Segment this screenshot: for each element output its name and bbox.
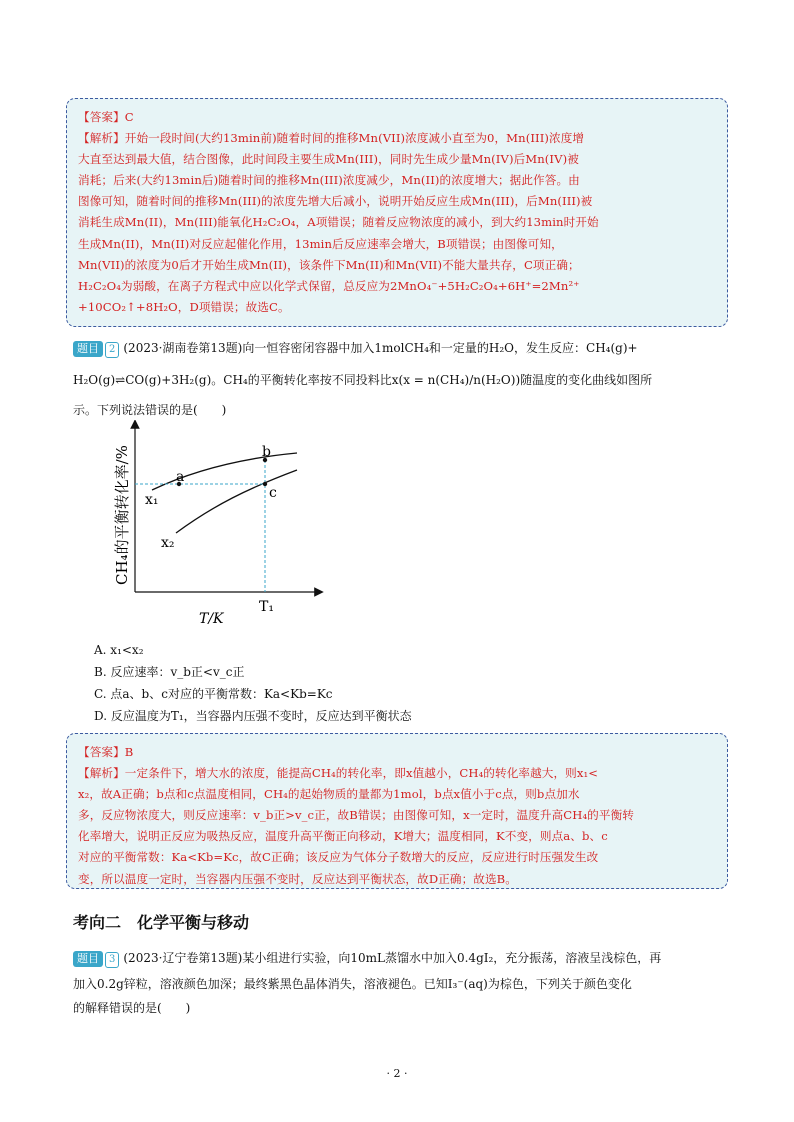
analysis-line: 生成Mn(II)，Mn(II)对反应起催化作用，13min后反应速率会增大，B项错误；由图像可知，	[78, 236, 563, 251]
label-t1: T₁	[259, 599, 274, 615]
analysis-line: 【解析】开始一段时间(大约13min前)随着时间的推移Mn(VII)浓度减小直至为0，Mn(III)浓度增	[78, 131, 585, 146]
question-2-line-3: 示。下列说法错误的是( )	[73, 403, 227, 417]
answer-box-2	[66, 733, 728, 889]
answer-box-1	[66, 98, 728, 327]
question-number: 2	[105, 342, 119, 358]
analysis-line: 对应的平衡常数：Ka<Kb=Kc，故C正确；该反应为气体分子数增大的反应，反应进行时压强发生改	[78, 850, 599, 865]
section-heading: 考向二 化学平衡与移动	[73, 913, 250, 932]
answer-label: 【答案】	[78, 745, 125, 759]
analysis-line: Mn(VII)的浓度为0后才开始生成Mn(II)，该条件下Mn(II)和Mn(VII)不能大量共存，C项正确；	[78, 257, 580, 272]
question-3-line-1	[73, 946, 661, 970]
answer-label: 【答案】	[78, 110, 125, 124]
label-a: a	[176, 469, 185, 485]
analysis-line: 消耗；后来(大约13min后)随着时间的推移Mn(III)浓度减少，Mn(II)的浓度增大；据此作答。由	[78, 173, 580, 188]
analysis-line: 消耗生成Mn(II)，Mn(III)能氧化H₂C₂O₄，A项错误；随着反应物浓度的减小，到大约13min时开始	[78, 215, 599, 230]
point-c	[263, 482, 267, 486]
page-number: · 2 ·	[386, 1067, 408, 1080]
curve-x2	[176, 470, 297, 533]
question-2-line-2: H₂O(g)⇌CO(g)+3H₂(g)。CH₄的平衡转化率按不同投料比x(x = n(CH₄)/n(H₂O))随温度的变化曲线如图所	[73, 373, 653, 387]
question-text: (2023·湖南卷第13题)向一恒容密闭容器中加入1molCH₄和一定量的H₂O，发生反应：CH₄(g)+	[123, 341, 638, 355]
analysis-line: 图像可知，随着时间的推移Mn(III)的浓度先增大后减小，说明开始反应生成Mn(III)，后Mn(III)被	[78, 194, 593, 209]
question-tag: 题目	[73, 341, 103, 357]
answer-value: C	[124, 110, 134, 124]
label-x1: x₁	[145, 492, 159, 508]
question-number: 3	[105, 952, 119, 968]
answer-line	[78, 742, 717, 763]
analysis-line: 化率增大，说明正反应为吸热反应，温度升高平衡正向移动，K增大；温度相同，K不变，则点a、b、c	[78, 829, 608, 844]
option-d: D. 反应温度为T₁，当容器内压强不变时，反应达到平衡状态	[94, 709, 412, 723]
option-b: B. 反应速率：v_b正<v_c正	[94, 665, 245, 679]
option-c: C. 点a、b、c对应的平衡常数：Ka<Kb=Kc	[94, 687, 333, 701]
analysis-line: x₂，故A正确；b点和c点温度相同，CH₄的起始物质的量都为1mol，b点x值小于c点，则b点加水	[78, 787, 580, 802]
answer-value: B	[124, 745, 134, 759]
conversion-graph	[104, 420, 324, 635]
analysis-line: 变，所以温度一定时，当容器内压强不变时，反应达到平衡状态，故D正确；故选B。	[78, 871, 517, 886]
label-c: c	[269, 485, 277, 501]
label-b: b	[262, 444, 271, 460]
question-text: (2023·辽宁卷第13题)某小组进行实验，向10mL蒸馏水中加入0.4gI₂，充分振荡，溶液呈浅棕色，再	[123, 951, 662, 965]
question-3-line-2: 加入0.2g锌粒，溶液颜色加深；最终紫黑色晶体消失，溶液褪色。已知I₃⁻(aq)为棕色，下列关于颜色变化	[73, 977, 632, 991]
analysis-line: 多，反应物浓度大，则反应速率：v_b正>v_c正，故B错误；由图像可知，x一定时，温度升高CH₄的平衡转	[78, 808, 634, 823]
question-3-line-3: 的解释错误的是( )	[73, 1001, 191, 1015]
analysis-line: +10CO₂↑+8H₂O，D项错误；故选C。	[78, 299, 290, 314]
option-a: A. x₁<x₂	[94, 643, 144, 657]
analysis-line: 【解析】一定条件下，增大水的浓度，能提高CH₄的转化率，即x值越小，CH₄的转化率越大，则x₁<	[78, 766, 599, 781]
answer-line	[78, 107, 717, 128]
question-2-line-1	[73, 336, 638, 360]
question-tag: 题目	[73, 951, 103, 967]
analysis-line: H₂C₂O₄为弱酸，在离子方程式中应以化学式保留，总反应为2MnO₄⁻+5H₂C₂O₄+6H⁺=2Mn²⁺	[78, 278, 580, 293]
analysis-line: 大直至达到最大值，结合图像，此时间段主要生成Mn(III)，同时先生成少量Mn(IV)后Mn(IV)被	[78, 152, 579, 167]
label-x2: x₂	[161, 535, 175, 551]
x-axis-label: T/K	[199, 611, 224, 627]
y-axis-label: CH₄的平衡转化率/%	[113, 445, 131, 585]
